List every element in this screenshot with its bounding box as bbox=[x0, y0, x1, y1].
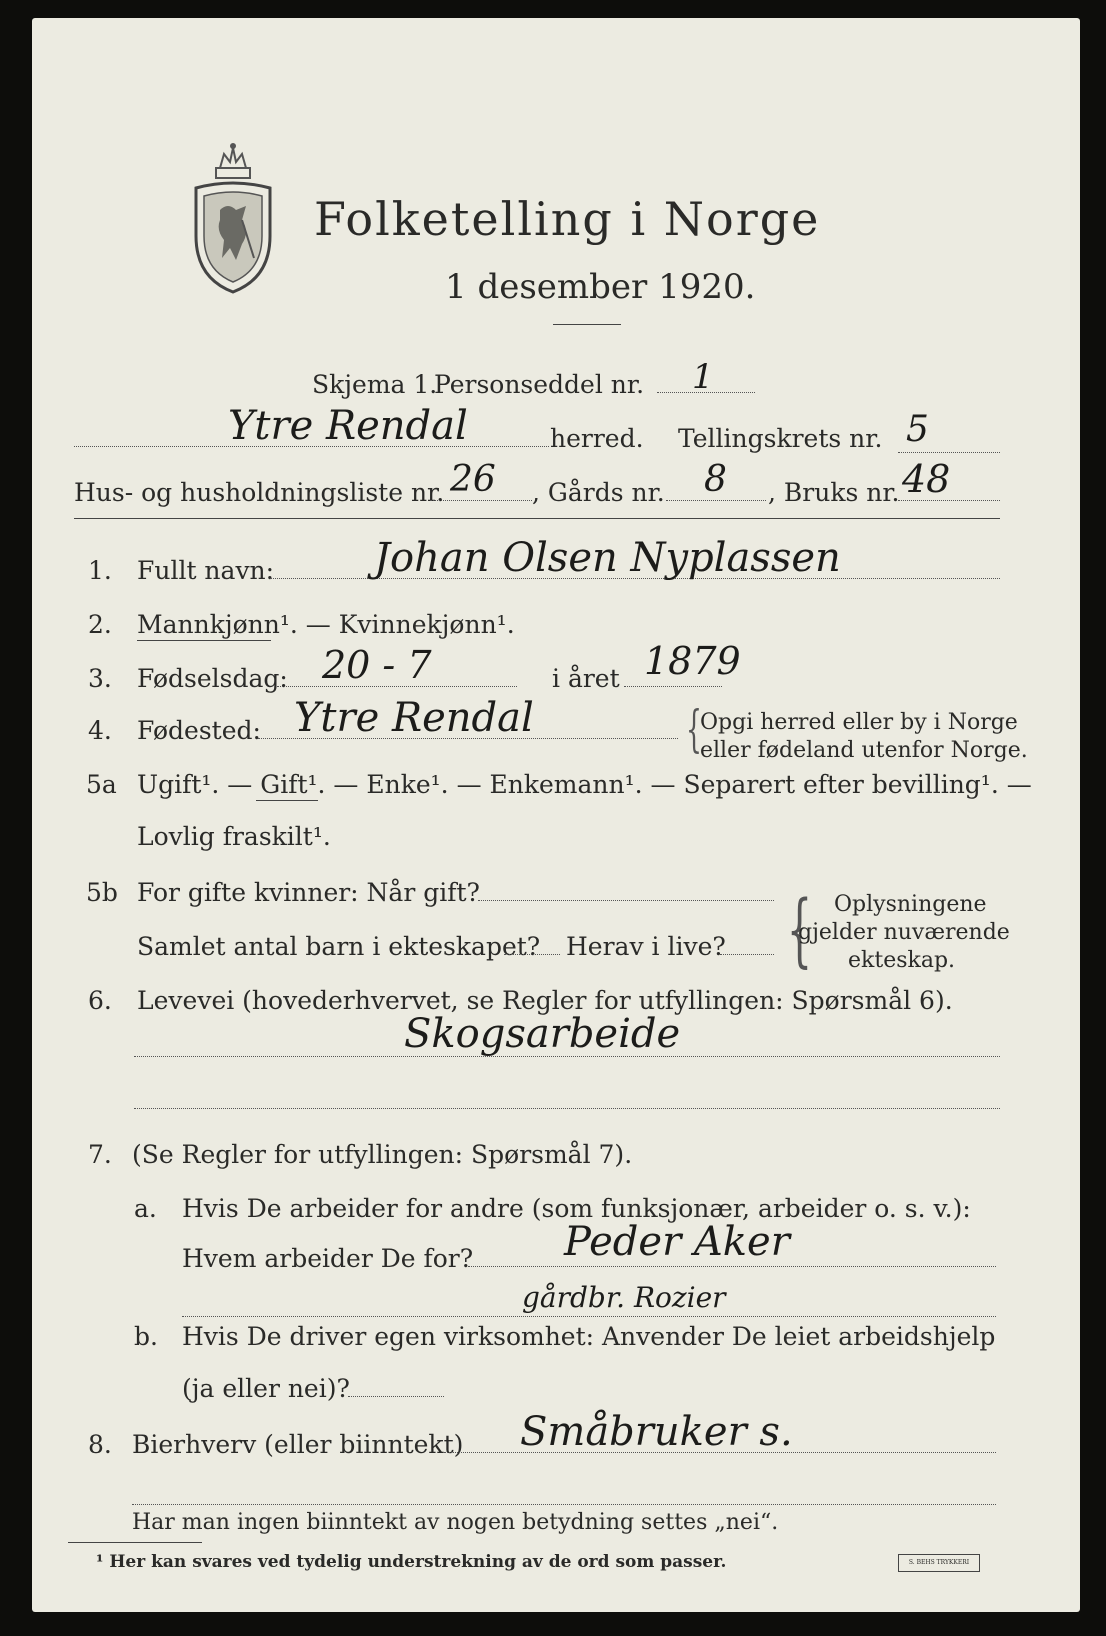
q6-number: 6. bbox=[88, 986, 112, 1015]
q7a-line-1: Hvis De arbeider for andre (som funksjonær, arbeider o. s. v.): bbox=[182, 1194, 971, 1223]
q4-number: 4. bbox=[88, 716, 112, 745]
q4-label: Fødested: bbox=[137, 716, 261, 745]
q7a-line-2: Hvem arbeider De for? bbox=[182, 1244, 474, 1273]
q7a-number: a. bbox=[134, 1194, 157, 1223]
personseddel-value[interactable]: 1 bbox=[692, 357, 714, 397]
q5b-children-line bbox=[504, 954, 560, 955]
q5b-brace: { bbox=[786, 883, 813, 976]
q3-year-label: i året bbox=[552, 664, 620, 693]
q4-note-1: Opgi herred eller by i Norge bbox=[700, 710, 1018, 735]
q7a-line-employer bbox=[468, 1266, 996, 1267]
gards-line bbox=[666, 500, 766, 501]
q2-label: Mannkjønn¹. — Kvinnekjønn¹. bbox=[137, 610, 515, 639]
header-rule bbox=[74, 518, 1000, 519]
q8-value[interactable]: Småbruker s. bbox=[520, 1409, 793, 1455]
q3-label: Fødselsdag: bbox=[137, 664, 288, 693]
q8-label: Bierhverv (eller biinntekt) bbox=[132, 1430, 464, 1459]
hus-label: Hus- og husholdningsliste nr. bbox=[74, 478, 445, 507]
q5b-married-line bbox=[478, 900, 774, 901]
footer-note: Har man ingen biinntekt av nogen betydning settes „nei“. bbox=[132, 1510, 779, 1535]
q7a-line-extra bbox=[182, 1316, 996, 1317]
census-form bbox=[32, 18, 1080, 1612]
title-divider bbox=[553, 324, 621, 325]
q5b-note-1: Oplysningene bbox=[834, 892, 987, 917]
q8-line-2 bbox=[132, 1504, 996, 1505]
hus-value[interactable]: 26 bbox=[450, 459, 496, 500]
q4-brace: { bbox=[685, 700, 702, 758]
gards-label: , Gårds nr. bbox=[532, 478, 665, 507]
q5a-line-1: Ugift¹. — Gift¹. — Enke¹. — Enkemann¹. — Separert efter bevilling¹. — bbox=[137, 770, 1032, 799]
coat-of-arms-icon bbox=[190, 140, 276, 296]
bruks-label: , Bruks nr. bbox=[768, 478, 900, 507]
q6-value[interactable]: Skogsarbeide bbox=[404, 1011, 681, 1057]
personseddel-label: Personseddel nr. bbox=[434, 370, 645, 399]
footnote-rule bbox=[68, 1542, 202, 1543]
q2-number: 2. bbox=[88, 610, 112, 639]
bruks-value[interactable]: 48 bbox=[902, 457, 951, 501]
q6-line-2 bbox=[134, 1108, 1000, 1109]
form-title: Folketelling i Norge bbox=[314, 192, 821, 246]
q5b-line-1: For gifte kvinner: Når gift? bbox=[137, 878, 480, 907]
q7b-line-1: Hvis De driver egen virksomhet: Anvender De leiet arbeidshjelp bbox=[182, 1322, 996, 1351]
herred-value[interactable]: Ytre Rendal bbox=[228, 403, 468, 449]
q5b-alive-line bbox=[720, 954, 774, 955]
q7b-number: b. bbox=[134, 1322, 158, 1351]
q7-label: (Se Regler for utfyllingen: Spørsmål 7). bbox=[132, 1140, 633, 1169]
q8-number: 8. bbox=[88, 1430, 112, 1459]
q5b-line-2b: Herav i live? bbox=[566, 932, 726, 961]
q4-note-2: eller fødeland utenfor Norge. bbox=[700, 738, 1028, 763]
q7-number: 7. bbox=[88, 1140, 112, 1169]
q7b-line-2: (ja eller nei)? bbox=[182, 1374, 350, 1403]
q7a-value-2[interactable]: gårdbr. Rozier bbox=[522, 1281, 726, 1314]
tellingskrets-label: Tellingskrets nr. bbox=[678, 424, 883, 453]
q3-year-line bbox=[624, 686, 722, 687]
q5a-number: 5a bbox=[86, 770, 117, 799]
q6-label: Levevei (hovederhvervet, se Regler for utfyllingen: Spørsmål 6). bbox=[137, 986, 953, 1015]
q5a-gift-underline bbox=[256, 800, 318, 801]
q5b-line-2a: Samlet antal barn i ekteskapet? bbox=[137, 932, 541, 961]
q3-day-value[interactable]: 20 - 7 bbox=[322, 643, 432, 687]
printer-mark bbox=[898, 1554, 980, 1572]
q1-number: 1. bbox=[88, 556, 112, 585]
q4-value[interactable]: Ytre Rendal bbox=[294, 695, 534, 741]
q5a-line-2: Lovlig fraskilt¹. bbox=[137, 822, 331, 851]
q3-number: 3. bbox=[88, 664, 112, 693]
q5b-number: 5b bbox=[86, 878, 118, 907]
q7b-line bbox=[348, 1396, 444, 1397]
tellingskrets-line bbox=[898, 452, 1000, 453]
gards-value[interactable]: 8 bbox=[704, 459, 727, 500]
schema-label: Skjema 1. bbox=[312, 370, 438, 399]
q1-label: Fullt navn: bbox=[137, 556, 275, 585]
footnote: ¹ Her kan svares ved tydelig understrekning av de ord som passer. bbox=[96, 1552, 727, 1572]
hus-line bbox=[430, 500, 532, 501]
q5b-note-3: ekteskap. bbox=[848, 948, 956, 973]
q2-mannkjonn-underline bbox=[137, 640, 271, 641]
q3-year-value[interactable]: 1879 bbox=[644, 639, 741, 683]
herred-label: herred. bbox=[550, 424, 644, 453]
q5b-note-2: gjelder nuværende bbox=[798, 920, 1010, 945]
tellingskrets-value[interactable]: 5 bbox=[906, 409, 929, 450]
q1-value[interactable]: Johan Olsen Nyplassen bbox=[374, 535, 841, 581]
q7a-value-1[interactable]: Peder Aker bbox=[564, 1219, 790, 1265]
form-date: 1 desember 1920. bbox=[445, 267, 756, 307]
printer-mark-text: S. BEHS TRYKKERI bbox=[908, 1559, 970, 1566]
